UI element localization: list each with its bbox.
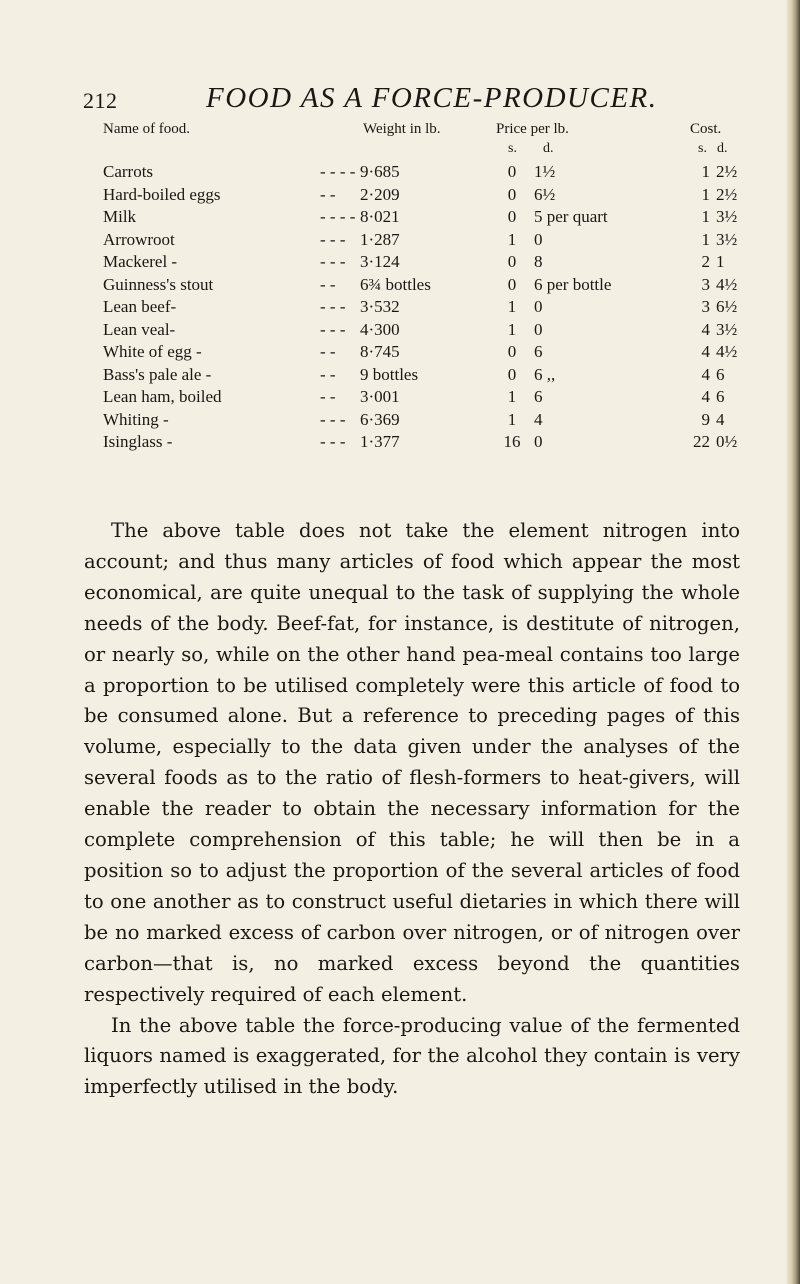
table-row	[0, 207, 800, 229]
cost-shillings-cell: 4	[701, 364, 710, 384]
cost-pence-cell: 6	[716, 387, 725, 406]
food-name-cell: White of egg -	[103, 342, 202, 361]
price-shillings-cell: 0	[507, 184, 517, 204]
cost-shillings-cell: 2	[701, 252, 710, 271]
cost-pence-cell: 6½	[716, 297, 738, 316]
leader-dashes: - - -	[320, 432, 346, 451]
table-row	[0, 162, 800, 184]
weight-cell: 3·532	[360, 297, 400, 316]
cost-pence-cell: 6	[716, 364, 725, 384]
food-name-cell: Mackerel -	[103, 252, 178, 271]
subheader-cost-pence: d.	[717, 141, 728, 156]
weight-cell: 9 bottles	[360, 364, 419, 384]
column-header-name: Name of food.	[103, 121, 191, 137]
price-shillings-cell: 16	[503, 432, 521, 451]
leader-dashes: - - -	[320, 319, 346, 339]
cost-shillings-cell: 1	[701, 162, 710, 181]
running-title: FOOD AS A FORCE-PRODUCER.	[206, 82, 658, 114]
weight-cell: 6¾ bottles	[360, 274, 431, 294]
cost-pence-cell: 3½	[716, 207, 738, 226]
leader-dashes: - - - -	[320, 162, 356, 181]
cost-shillings-cell: 4	[701, 342, 710, 361]
weight-cell: 8·745	[360, 342, 400, 361]
cost-shillings-cell: 1	[701, 229, 710, 249]
page-number: 212	[83, 88, 118, 113]
weight-cell: 1·287	[360, 229, 400, 249]
price-pence-cell: 0	[534, 229, 543, 249]
weight-cell: 3·124	[360, 252, 400, 271]
food-name-cell: Isinglass -	[103, 432, 173, 451]
leader-dashes: - - -	[320, 409, 346, 429]
food-name-cell: Bass's pale ale -	[103, 364, 212, 384]
price-shillings-cell: 1	[507, 409, 517, 429]
table-row	[0, 387, 800, 409]
food-name-cell: Lean veal-	[103, 319, 176, 339]
cost-pence-cell: 4½	[716, 274, 738, 294]
leader-dashes: - -	[320, 184, 336, 204]
food-name-cell: Lean ham, boiled	[103, 387, 222, 406]
food-name-cell: Carrots	[103, 162, 154, 181]
table-row	[0, 365, 800, 387]
cost-shillings-cell: 3	[701, 274, 710, 294]
price-shillings-cell: 0	[507, 364, 517, 384]
cost-pence-cell: 1	[716, 252, 725, 271]
leader-dashes: - - -	[320, 297, 346, 316]
table-row	[0, 297, 800, 319]
food-name-cell: Arrowroot	[103, 229, 175, 249]
column-header-cost: Cost.	[690, 121, 722, 137]
cost-pence-cell: 3½	[716, 229, 738, 249]
food-name-cell: Lean beef-	[103, 297, 177, 316]
subheader-price-pence: d.	[543, 141, 554, 156]
cost-shillings-cell: 4	[701, 387, 710, 406]
cost-pence-cell: 3½	[716, 319, 738, 339]
price-pence-cell: 6	[534, 387, 543, 406]
weight-cell: 8·021	[360, 207, 400, 226]
cost-pence-cell: 0½	[716, 432, 738, 451]
weight-cell: 2·209	[360, 184, 400, 204]
price-pence-cell: 6 ,,	[534, 364, 556, 384]
table-row	[0, 185, 800, 207]
page-header	[0, 82, 800, 122]
price-shillings-cell: 1	[507, 229, 517, 249]
leader-dashes: - - -	[320, 252, 346, 271]
cost-shillings-cell: 4	[701, 319, 710, 339]
price-pence-cell: 6½	[534, 184, 556, 204]
price-pence-cell: 0	[534, 297, 543, 316]
price-pence-cell: 8	[534, 252, 543, 271]
price-shillings-cell: 0	[507, 342, 517, 361]
subheader-price-shillings: s.	[508, 141, 517, 156]
cost-shillings-cell: 1	[701, 207, 710, 226]
food-name-cell: Hard-boiled eggs	[103, 184, 221, 204]
food-name-cell: Guinness's stout	[103, 274, 214, 294]
cost-shillings-cell: 3	[701, 297, 710, 316]
cost-pence-cell: 2½	[716, 184, 738, 204]
table-row	[0, 275, 800, 297]
cost-pence-cell: 4½	[716, 342, 738, 361]
price-shillings-cell: 0	[507, 162, 517, 181]
column-header-weight: Weight in lb.	[363, 121, 441, 137]
weight-cell: 6·369	[360, 409, 400, 429]
price-pence-cell: 0	[534, 432, 543, 451]
paragraph: In the above table the force-producing value of the fermented liquors named is exaggerated, for the alcohol they contain is very imperfectly utilised in the body.	[84, 1013, 740, 1099]
price-shillings-cell: 0	[507, 274, 517, 294]
leader-dashes: - -	[320, 364, 336, 384]
table-row	[0, 320, 800, 342]
table-row	[0, 342, 800, 364]
leader-dashes: - - - -	[320, 207, 356, 226]
paragraph: The above table does not take the element nitrogen into account; and thus many articles of food which appear the most economical, are quite unequal to the task of supplying the whole needs of the body. Beef-fat, for instance, is destitute of nitrogen, or nearly so, while on the other hand pea-meal contains too large a proportion to be utilised completely were this article of food to be consumed alone. But a reference to preceding pages of this volume, especially to the data given under the analyses of the several foods as to the ratio of flesh-formers to heat-givers, will enable the reader to obtain the necessary information for the complete comprehension of this table; he will then be in a position so to adjust the proportion of the several articles of food to one another as to construct useful dietaries in which there will be no marked excess of carbon over nitrogen, or of nitrogen over carbon—that is, no marked excess beyond the quantities respectively required of each element.	[84, 519, 740, 1006]
price-pence-cell: 6	[534, 342, 543, 361]
cost-shillings-cell: 9	[701, 409, 710, 429]
food-name-cell: Whiting -	[103, 409, 169, 429]
column-header-price: Price per lb.	[496, 121, 569, 137]
table-row	[0, 432, 800, 454]
price-pence-cell: 1½	[534, 162, 556, 181]
price-shillings-cell: 1	[507, 319, 517, 339]
leader-dashes: - -	[320, 342, 336, 361]
table-row	[0, 410, 800, 432]
leader-dashes: - - -	[320, 229, 346, 249]
cost-pence-cell: 2½	[716, 162, 738, 181]
table-row	[0, 230, 800, 252]
food-name-cell: Milk	[103, 207, 137, 226]
leader-dashes: - -	[320, 274, 336, 294]
leader-dashes: - -	[320, 387, 336, 406]
weight-cell: 1·377	[360, 432, 400, 451]
price-shillings-cell: 1	[507, 387, 517, 406]
price-shillings-cell: 1	[507, 297, 517, 316]
weight-cell: 4·300	[360, 319, 400, 339]
body-text	[84, 516, 740, 1103]
price-pence-cell: 6 per bottle	[534, 274, 612, 294]
price-shillings-cell: 0	[507, 207, 517, 226]
price-pence-cell: 5 per quart	[534, 207, 608, 226]
table-row	[0, 252, 800, 274]
weight-cell: 3·001	[360, 387, 400, 406]
price-pence-cell: 0	[534, 319, 543, 339]
weight-cell: 9·685	[360, 162, 400, 181]
price-pence-cell: 4	[534, 409, 543, 429]
price-shillings-cell: 0	[507, 252, 517, 271]
subheader-cost-shillings: s.	[698, 141, 707, 156]
food-cost-table	[0, 121, 800, 511]
cost-pence-cell: 4	[716, 409, 725, 429]
cost-shillings-cell: 1	[701, 184, 710, 204]
cost-shillings-cell: 22	[693, 432, 710, 451]
